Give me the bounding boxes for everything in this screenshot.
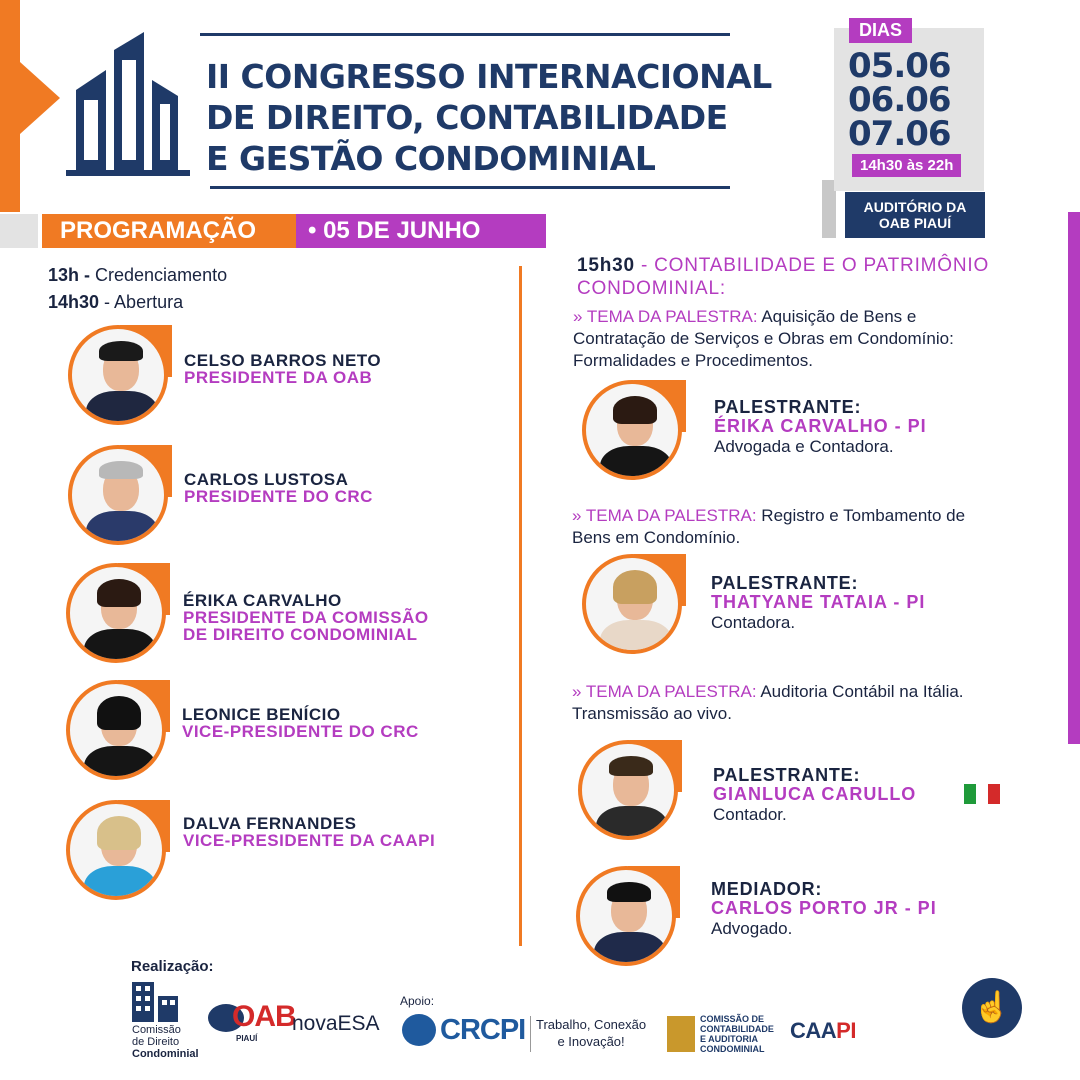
crcpi-logo: CRCPI — [440, 1014, 526, 1046]
schedule-item: 14h30 - Abertura — [48, 292, 184, 312]
venue-badge: AUDITÓRIO DA OAB PIAUÍ — [845, 192, 985, 238]
person-photo — [68, 325, 172, 429]
person-card: LEONICE BENÍCIO VICE-PRESIDENTE DO CRC — [182, 705, 419, 741]
program-date: • 05 DE JUNHO — [296, 214, 546, 248]
person-photo — [68, 445, 172, 549]
crc-emblem-icon — [402, 1014, 436, 1046]
oab-logo: OAB — [232, 1000, 296, 1033]
talk-topic: » TEMA DA PALESTRA: Auditoria Contábil na Itália. Transmissão ao vivo. — [572, 682, 964, 723]
person-photo — [66, 680, 170, 784]
person-card: DALVA FERNANDES VICE-PRESIDENTE DA CAAPI — [183, 814, 436, 850]
date-2: 06.06 — [848, 80, 951, 120]
congress-title: II CONGRESSO INTERNACIONAL DE DIREITO, CONTABILIDADE E GESTÃO CONDOMINIAL — [206, 57, 772, 178]
italy-flag-icon — [964, 784, 1000, 804]
column-divider — [519, 266, 522, 946]
tap-hand-icon[interactable]: ☝ — [962, 978, 1022, 1038]
title-rule-top — [200, 33, 730, 36]
schedule-item: 13h - Credenciamento — [48, 265, 228, 285]
person-card: ÉRIKA CARVALHO PRESIDENTE DA COMISSÃO DE DIREITO CONDOMINIAL — [183, 591, 429, 644]
event-time: 14h30 às 22h — [852, 154, 961, 177]
dias-label: DIAS — [849, 18, 912, 43]
speaker-card: PALESTRANTE: GIANLUCA CARULLO Contador. — [713, 765, 917, 824]
speaker-card: PALESTRANTE: THATYANE TATAIA - PI Contadora. — [711, 573, 926, 632]
speaker-photo — [582, 554, 686, 658]
program-label: PROGRAMAÇÃO — [42, 214, 296, 248]
person-photo — [66, 563, 170, 667]
oab-sub: PIAUÍ — [236, 1034, 258, 1043]
realizacao-label: Realização: — [131, 958, 214, 975]
comissao-building-icon — [132, 982, 180, 1022]
ccac-logo-text: COMISSÃO DE CONTABILIDADE E AUDITORIA CONDOMINIAL — [700, 1014, 774, 1054]
caapi-logo: CAAPI — [790, 1018, 856, 1043]
talk-topic: » TEMA DA PALESTRA: Aquisição de Bens e Contratação de Serviços e Obras em Condomínio: Formalidades e Procedimentos. — [573, 307, 954, 370]
building-logo-icon — [66, 30, 190, 178]
speaker-photo — [578, 740, 682, 844]
crc-slogan: Trabalho, Conexão e Inovação! — [536, 1017, 647, 1049]
session-heading: 15h30 - CONTABILIDADE E O PATRIMÔNIO CONDOMINIAL: — [577, 255, 990, 299]
date-1: 05.06 — [848, 46, 951, 86]
comissao-logo-text: Comissão de Direito Condominial — [132, 1024, 199, 1060]
program-bar-accent — [0, 214, 38, 248]
apoio-label: Apoio: — [400, 994, 435, 1008]
person-card: CARLOS LUSTOSA PRESIDENTE DO CRC — [184, 470, 373, 506]
right-accent-bar — [1068, 212, 1080, 744]
date-3: 07.06 — [848, 114, 951, 154]
person-card: CELSO BARROS NETO PRESIDENTE DA OAB — [184, 351, 382, 387]
mediator-photo — [576, 866, 680, 970]
title-rule-bottom — [210, 186, 730, 189]
speaker-card: PALESTRANTE: ÉRIKA CARVALHO - PI Advogada e Contadora. — [714, 397, 927, 456]
left-accent-arrow — [20, 62, 60, 134]
talk-topic: » TEMA DA PALESTRA: Registro e Tombamento de Bens em Condomínio. — [572, 506, 966, 547]
person-photo — [66, 800, 170, 904]
logo-separator — [530, 1016, 531, 1052]
novaesa-logo: novaESA — [292, 1012, 380, 1035]
ccac-columns-icon — [667, 1016, 695, 1052]
mediator-card: MEDIADOR: CARLOS PORTO JR - PI Advogado. — [711, 879, 937, 938]
speaker-photo — [582, 380, 686, 484]
left-accent-bar — [0, 0, 20, 212]
